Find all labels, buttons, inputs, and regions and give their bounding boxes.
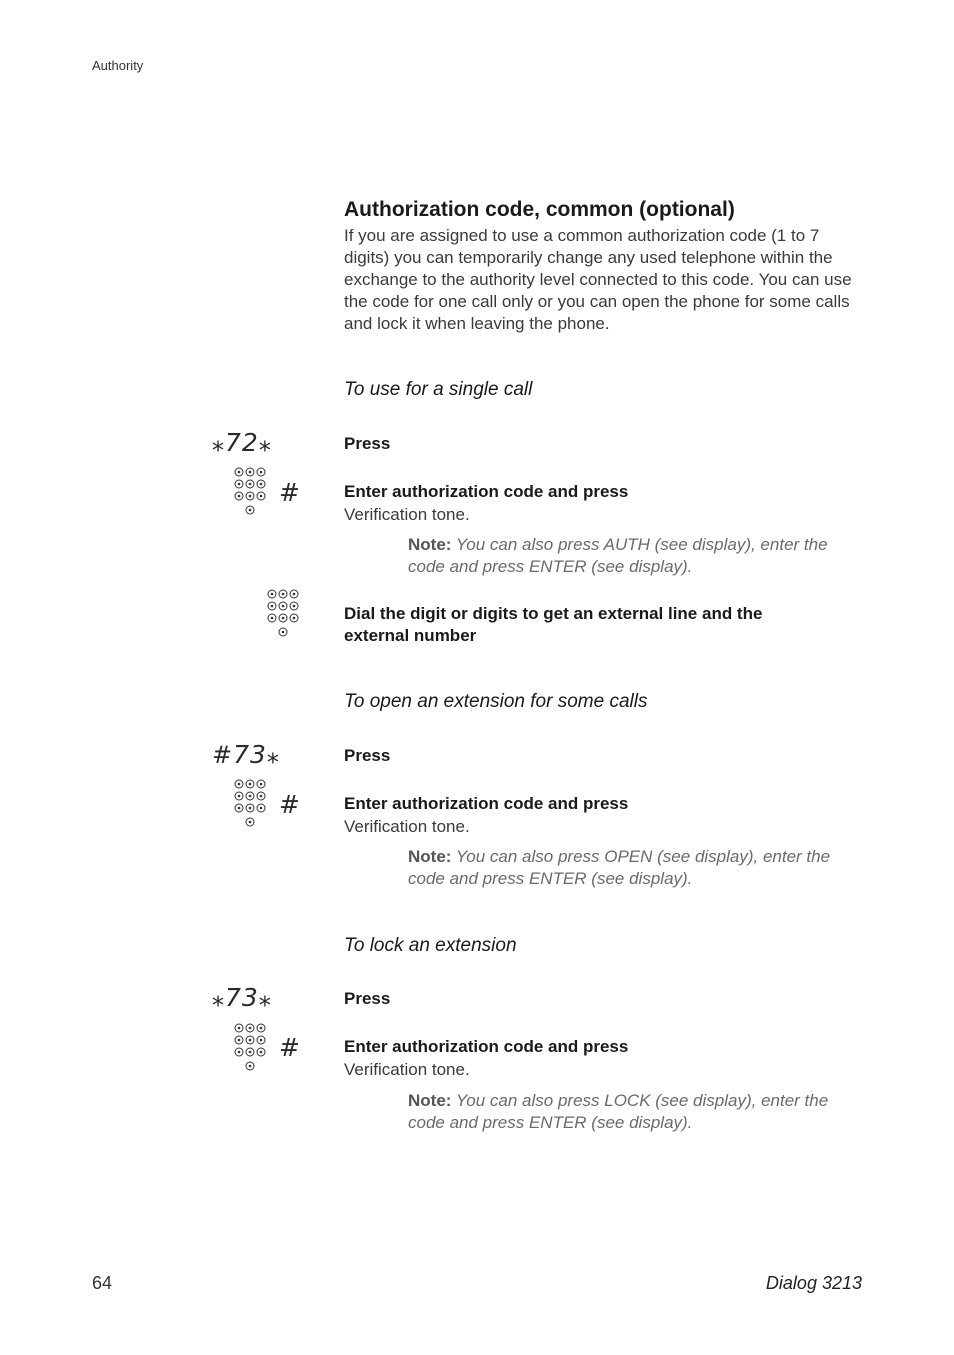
star-icon: ⁎ [212,429,225,457]
star-icon: ⁎ [212,984,225,1012]
star-icon: ⁎ [258,984,272,1012]
code-digits: 73 [225,983,259,1012]
intro-paragraph: If you are assigned to use a common authorization code (1 to 7 digits) you can temporarily change any used telephone within the exchange to the authority level connected to this code. You can use the code for one call only or you can open the phone for some calls and lock it when leaving the phone. [344,226,852,333]
keypad-icon [234,467,270,517]
code-star-73-star [212,983,272,1012]
keypad-icon [267,589,303,639]
star-icon: ⁎ [266,741,280,769]
step-press: Press [344,746,391,765]
hash-key-icon: # [279,790,300,819]
step-enter-code: Enter authorization code and press [344,794,629,813]
code-hash-73-star [212,740,280,769]
step-press: Press [344,989,391,1008]
verification-tone-text: Verification tone. [344,817,470,836]
subsection-heading-lock-extension: To lock an extension [344,935,517,956]
verification-tone-text: Verification tone. [344,1060,470,1079]
step-dial-external: Dial the digit or digits to get an external line and the external number [344,604,763,645]
note-label: Note: [408,1091,452,1110]
keypad-icon [234,779,270,829]
section-title: Authorization code, common (optional) [344,198,735,221]
note [408,534,858,578]
code-digits: 72 [225,428,259,457]
note-label: Note: [408,847,452,866]
subsection-heading-single-call: To use for a single call [344,379,533,400]
star-icon: ⁎ [258,429,272,457]
step-enter-code: Enter authorization code and press [344,1037,629,1056]
note-text: You can also press OPEN (see display), enter the code and press ENTER (see display). [408,847,831,888]
hash-key-icon: # [279,478,300,507]
note [408,1090,858,1134]
page-number: 64 [92,1273,113,1293]
hash-key-icon: # [279,1033,300,1062]
verification-tone-text: Verification tone. [344,505,470,524]
code-star-72-star [212,428,272,457]
note-text: You can also press AUTH (see display), enter the code and press ENTER (see display). [408,535,828,576]
step-press: Press [344,434,391,453]
note-label: Note: [408,535,452,554]
keypad-icon [234,1023,270,1073]
step-enter-code: Enter authorization code and press [344,482,629,501]
hash-icon: # [212,741,234,769]
footer-model: Dialog 3213 [765,1273,862,1293]
note [408,846,858,890]
subsection-heading-open-extension: To open an extension for some calls [344,691,648,712]
code-digits: 73 [233,740,267,769]
note-text: You can also press LOCK (see display), enter the code and press ENTER (see display). [408,1091,829,1132]
running-head: Authority [92,58,144,73]
